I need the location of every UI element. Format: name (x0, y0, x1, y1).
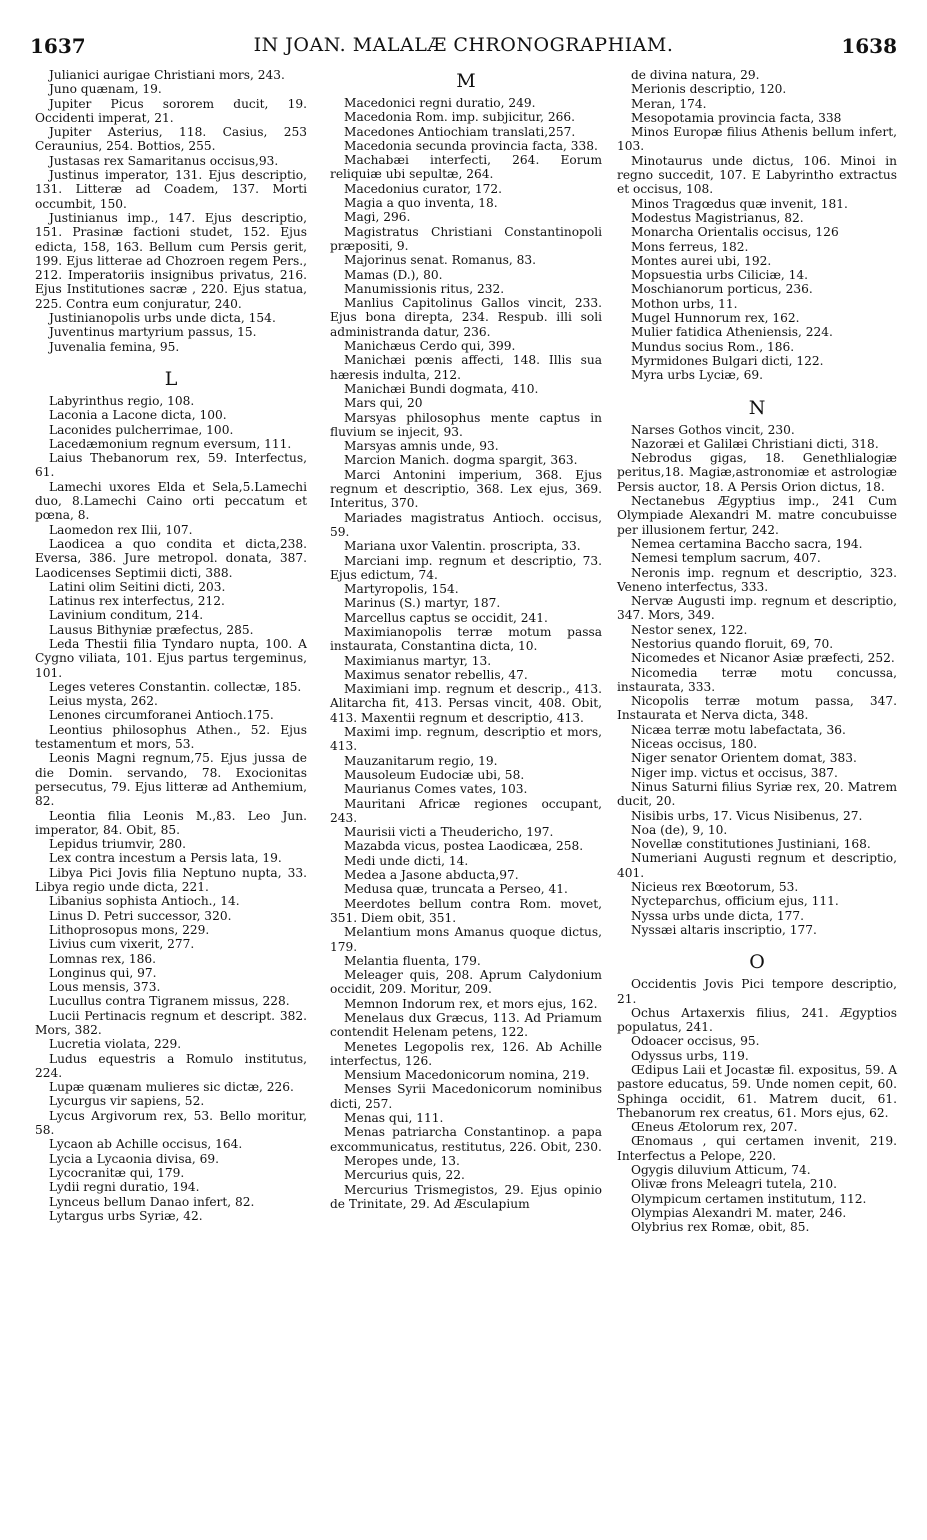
index-entry: Merionis descriptio, 120. (631, 82, 787, 97)
index-entry: Meran, 174. (631, 96, 707, 111)
index-entry: Lous mensis, 373. (49, 980, 161, 995)
index-entry: Maximus senator rebellis, 47. (344, 667, 528, 682)
index-entry: Maximi imp. regnum, descriptio et mors, 413. (330, 725, 602, 754)
index-entry: Manichæi pœnis affecti, 148. Illis sua hæresis indulta, 212. (330, 353, 602, 382)
index-entry: Juventinus martyrium passus, 15. (49, 325, 257, 340)
index-entry: Occidentis Jovis Pici tempore descriptio, 21. (617, 977, 897, 1006)
index-entry: Martyropolis, 154. (344, 582, 459, 597)
index-entry: Lepidus triumvir, 280. (49, 837, 186, 852)
index-entry: Marcion Manich. dogma spargit, 363. (344, 453, 578, 468)
index-entry: Nicæa terræ motu labefactata, 36. (631, 722, 846, 737)
index-entry: Nemesi templum sacrum, 407. (631, 551, 821, 566)
index-entry: Maximiani imp. regnum et descrip., 413. Alitarcha fit, 413. Persas vincit, 408. Obit, 413. Maxentii regnum et descriptio, 413. (330, 682, 602, 725)
index-entry: Jupiter Picus sororem ducit, 19. Occidenti imperat, 21. (35, 96, 307, 125)
index-entry: Odyssus urbs, 119. (631, 1048, 749, 1063)
index-entry: Leius mysta, 262. (49, 694, 158, 709)
index-entry: Leda Thestii filia Tyndaro nupta, 100. A Cygno viliata, 101. Ejus partus tergeminus, 101. (35, 636, 307, 680)
index-entry: Myra urbs Lyciæ, 69. (631, 368, 764, 383)
index-entry: Mercurius Trismegistos, 29. Ejus opinio de Trinitate, 29. Ad Æsculapium (330, 1182, 602, 1211)
index-entry: Nectanebus Ægyptius imp., 241 Cum Olympiade Alexandri M. matre concubuisse per illusionem fertur, 242. (617, 494, 897, 537)
index-entry: Nebrodus gigas, 18. Genethlialogiæ peritus,18. Magiæ,astronomiæ et astrologiæ Persis auctor, 18. A Persis Orion dictus, 18. (617, 451, 897, 494)
index-entry: Livius cum vixerit, 277. (49, 937, 195, 952)
index-entry: Lydii regni duratio, 194. (49, 1180, 200, 1195)
index-entry: Lucretia violata, 229. (49, 1037, 182, 1052)
index-entry: Myrmidones Bulgari dicti, 122. (631, 353, 824, 368)
index-entry: Lucullus contra Tigranem missus, 228. (49, 994, 290, 1009)
index-entry: Laius Thebanorum rex, 59. Interfectus, 61. (35, 451, 307, 480)
index-entry: Meleager quis, 208. Aprum Calydonium occidit, 209. Moritur, 209. (330, 968, 602, 997)
index-entry: Mercurius quis, 22. (344, 1168, 465, 1183)
index-entry: Lycurgus vir sapiens, 52. (49, 1094, 205, 1109)
index-entry: Montes aurei ubi, 192. (631, 253, 772, 268)
index-entry: Nicomedes et Nicanor Asiæ præfecti, 252. (631, 651, 895, 666)
index-entry: Numeriani Augusti regnum et descriptio, 401. (617, 851, 897, 880)
index-entry: Marci Antonini imperium, 368. Ejus regnum et descriptio, 368. Lex ejus, 369. Interitus, 370. (330, 467, 602, 511)
index-entry: Niceas occisus, 180. (631, 737, 758, 752)
index-entry: Macedonius curator, 172. (344, 181, 503, 196)
index-entry: Mugel Hunnorum rex, 162. (631, 311, 800, 326)
index-entry: Meerdotes bellum contra Rom. movet, 351. Diem obit, 351. (330, 896, 602, 925)
index-entry: Mariana uxor Valentin. proscripta, 33. (344, 539, 581, 554)
index-entry: Maximianus martyr, 13. (344, 653, 492, 668)
index-entry: Maurisii victi a Theudericho, 197. (344, 825, 554, 840)
index-entry: Magia a quo inventa, 18. (344, 196, 498, 211)
index-entry: Macedonia secunda provincia facta, 338. (344, 138, 598, 153)
running-title: IN JOAN. MALALÆ CHRONOGRAPHIAM. (253, 34, 674, 56)
index-entry: Niger senator Orientem domat, 383. (631, 751, 857, 766)
index-entry: Julianici aurigae Christiani mors, 243. (49, 68, 285, 82)
index-entry: Nestorius quando floruit, 69, 70. (631, 636, 834, 651)
index-entry: Mausoleum Eudociæ ubi, 58. (344, 767, 525, 782)
index-entry: Laodicea a quo condita et dicta,238. Eversa, 386. Jure metropol. donata, 387. Laodicenses Septimii dicti, 388. (35, 536, 307, 580)
index-entry: Lex contra incestum a Persis lata, 19. (49, 851, 282, 866)
index-entry: Menas qui, 111. (344, 1111, 444, 1126)
page-number-left: 1637 (30, 34, 86, 58)
index-entry: Memnon Indorum rex, et mors ejus, 162. (344, 996, 598, 1011)
index-entry: Modestus Magistrianus, 82. (631, 210, 804, 225)
index-entry: Maximianopolis terræ motum passa instaurata, Constantina dicta, 10. (330, 624, 602, 654)
index-entry: Nyssæi altaris inscriptio, 177. (631, 922, 817, 937)
index-entry: Mars qui, 20 (344, 396, 423, 411)
index-entry: Ninus Saturni filius Syriæ rex, 20. Matrem ducit, 20. (617, 779, 897, 809)
index-entry: Magistratus Christiani Constantinopoli præpositi, 9. (330, 224, 602, 253)
index-entry: Mons ferreus, 182. (631, 239, 749, 254)
index-entry: Marsyas amnis unde, 93. (344, 439, 499, 454)
index-entry: Olybrius rex Romæ, obit, 85. (631, 1220, 810, 1235)
index-entry: Lenones circumforanei Antioch.175. (49, 708, 274, 723)
index-entry: Lucii Pertinacis regnum et descript. 382. Mors, 382. (35, 1008, 307, 1037)
index-entry: Œnomaus , qui certamen invenit, 219. Interfectus a Pelope, 220. (617, 1134, 897, 1163)
index-entry: Libanius sophista Antioch., 14. (49, 894, 240, 909)
index-entry: Manlius Capitolinus Gallos vincit, 233. Ejus bona direpta, 234. Respub. illi soli administranda datur, 236. (330, 296, 602, 339)
index-entry: Olympias Alexandri M. mater, 246. (631, 1205, 847, 1220)
index-entry: Maurianus Comes vates, 103. (344, 782, 528, 797)
index-entry: Narses Gothos vincit, 230. (631, 422, 795, 437)
index-entry: Juvenalia femina, 95. (49, 339, 180, 354)
index-entry: Ogygis diluvium Atticum, 74. (631, 1163, 811, 1178)
index-entry: Nervæ Augusti imp. regnum et descriptio, 347. Mors, 349. (617, 594, 897, 623)
index-entry: Olivæ frons Meleagri tutela, 210. (631, 1177, 838, 1192)
index-entry: Niger imp. victus et occisus, 387. (631, 765, 838, 780)
index-entry: Meropes unde, 13. (344, 1153, 460, 1168)
index-entry: Lacedæmonium regnum eversum, 111. (49, 436, 292, 451)
index-entry: Justinus imperator, 131. Ejus descriptio, 131. Litteræ ad Coadem, 137. Morti occumbit, 150. (35, 168, 307, 211)
index-entry: Moschianorum porticus, 236. (631, 282, 813, 297)
index-entry: Medea a Jasone abducta,97. (344, 868, 519, 883)
index-entry: Nestor senex, 122. (631, 622, 748, 637)
index-entry: Justinianus imp., 147. Ejus descriptio, 151. Prasinæ factioni studet, 152. Ejus edicta, 158, 163. Bellum cum Persis gerit, 199. Ejus litterae ad Chozroen regem Pers., 212. Imperatoriis insignibus privatus, 216. Ejus Institutiones sacræ , 220. Ejus statua, 225. Contra eum conjuratur, 240. (35, 210, 307, 311)
index-entry: Leges veteres Constantin. collectæ, 185. (49, 679, 302, 694)
index-entry: Minos Tragœdus quæ invenit, 181. (631, 196, 848, 211)
section-letter: N (748, 396, 766, 419)
index-entry: Lycocranitæ qui, 179. (49, 1165, 185, 1180)
index-entry: Œneus Ætolorum rex, 207. (631, 1120, 798, 1135)
index-entry: Libya Pici Jovis filia Neptuno nupta, 33. Libya regio unde dicta, 221. (35, 865, 307, 895)
index-entry: Laomedon rex Ilii, 107. (49, 522, 193, 537)
index-entry: Neronis imp. regnum et descriptio, 323. Veneno interfectus, 333. (617, 565, 897, 594)
index-entry: Menas patriarcha Constantinop. a papa excommunicatus, restitutus, 226. Obit, 230. (330, 1125, 602, 1154)
index-entry: Ochus Artaxerxis filius, 241. Ægyptios populatus, 241. (617, 1005, 897, 1035)
index-entry: Leontius philosophus Athen., 52. Ejus testamentum et mors, 53. (35, 722, 307, 752)
index-entry: Marinus (S.) martyr, 187. (344, 596, 501, 611)
index-entry: Machabæi interfecti, 264. Eorum reliquiæ ubi sepultæ, 264. (330, 153, 602, 182)
index-entry: Laconia a Lacone dicta, 100. (49, 408, 227, 423)
index-entry: Novellæ constitutiones Justiniani, 168. (631, 837, 871, 852)
index-entry: Mariades magistratus Antioch. occisus, 59. (330, 510, 602, 539)
index-entry: Lycia a Lycaonia divisa, 69. (49, 1151, 219, 1166)
index-entry: Mensium Macedonicorum nomina, 219. (344, 1068, 590, 1083)
index-column-3 (617, 68, 897, 1235)
index-entry: Lynceus bellum Danao infert, 82. (49, 1194, 255, 1209)
index-entry: Macedonici regni duratio, 249. (344, 96, 536, 110)
index-entry: Lausus Bithyniæ præfectus, 285. (49, 622, 254, 637)
index-entry: Jupiter Asterius, 118. Casius, 253 Ceraunius, 254. Bottios, 255. (35, 125, 307, 154)
index-entry: Mauzanitarum regio, 19. (344, 753, 498, 768)
index-entry: Nazoræi et Galilæi Christiani dicti, 318. (631, 436, 879, 451)
index-column-1 (35, 68, 307, 1223)
index-entry: Mamas (D.), 80. (344, 267, 443, 282)
section-letter: M (456, 70, 476, 92)
index-entry: Mopsuestia urbs Ciliciæ, 14. (631, 268, 809, 283)
index-entry: Nisibis urbs, 17. Vicus Nisibenus, 27. (631, 808, 863, 823)
index-entry: de divina natura, 29. (631, 68, 760, 82)
index-entry: Odoacer occisus, 95. (631, 1034, 760, 1049)
index-entry: Mothon urbs, 11. (631, 296, 738, 311)
index-entry: Nicomedia terræ motu concussa, instaurata, 333. (617, 665, 897, 694)
index-entry: Medusa quæ, truncata a Perseo, 41. (344, 882, 568, 897)
index-entry: Magi, 296. (344, 210, 411, 225)
index-entry: Longinus qui, 97. (49, 965, 157, 980)
index-entry: Melantium mons Amanus quoque dictus, 179. (330, 925, 602, 954)
index-entry: Nyssa urbs unde dicta, 177. (631, 908, 804, 923)
index-entry: Macedonia Rom. imp. subjicitur, 266. (344, 110, 576, 125)
index-entry: Manichæus Cerdo qui, 399. (344, 339, 516, 354)
index-entry: Nicopolis terræ motum passa, 347. Instaurata et Nerva dicta, 348. (617, 694, 897, 723)
index-entry: Manumissionis ritus, 232. (344, 281, 505, 296)
index-entry: Macedones Antiochiam translati,257. (344, 124, 576, 139)
section-letter: L (164, 367, 178, 390)
index-entry: Minos Europæ filius Athenis bellum infert, 103. (617, 125, 897, 154)
index-entry: Noa (de), 9, 10. (631, 822, 728, 837)
index-entry: Latini olim Seitini dicti, 203. (49, 579, 226, 594)
index-entry: Mundus socius Rom., 186. (631, 339, 795, 354)
section-letter: O (749, 951, 765, 974)
index-entry: Mulier fatidica Atheniensis, 224. (631, 325, 833, 340)
index-entry: Lavinium conditum, 214. (49, 608, 204, 623)
index-entry: Menses Syrii Macedonicorum nominibus dicti, 257. (330, 1082, 602, 1111)
index-entry: Mesopotamia provincia facta, 338 (631, 110, 842, 125)
index-entry: Lithoprosopus mons, 229. (49, 922, 210, 937)
index-entry: Lomnas rex, 186. (49, 951, 157, 966)
index-entry: Lamechi uxores Elda et Sela,5.Lamechi duo, 8.Lamechi Caino orti peccatum et pœna, 8. (35, 479, 307, 523)
page-number-right: 1638 (841, 34, 897, 58)
index-entry: Leontia filia Leonis M.,83. Leo Jun. imperator, 84. Obit, 85. (35, 808, 307, 837)
index-entry: Marsyas philosophus mente captus in fluvium se injecit, 93. (330, 410, 602, 439)
index-column-2 (330, 68, 602, 1211)
index-entry: Labyrinthus regio, 108. (49, 393, 195, 408)
index-entry: Mazabda vicus, postea Laodicæa, 258. (344, 839, 584, 854)
index-entry: Minotaurus unde dictus, 106. Minoi in regno succedit, 107. E Labyrintho extractus et occisus, 108. (617, 153, 897, 197)
index-entry: Leonis Magni regnum,75. Ejus jussa de die Domin. servando, 78. Exocionitas persecutus, 79. Ejus litteræ ad Anthemium, 82. (35, 751, 307, 809)
index-entry: Lytargus urbs Syriæ, 42. (49, 1208, 203, 1223)
index-entry: Melantia fluenta, 179. (344, 953, 481, 968)
index-entry: Medi unde dicti, 14. (344, 853, 469, 868)
index-entry: Ludus equestris a Romulo institutus, 224. (35, 1051, 307, 1080)
index-entry: Majorinus senat. Romanus, 83. (344, 253, 537, 268)
index-entry: Laconides pulcherrimae, 100. (49, 422, 234, 437)
index-entry: Olympicum certamen institutum, 112. (631, 1191, 867, 1206)
index-entry: Lycus Argivorum rex, 53. Bello moritur, 58. (35, 1108, 307, 1138)
index-entry: Juno quænam, 19. (49, 82, 162, 97)
index-entry: Justinianopolis urbs unde dicta, 154. (49, 311, 276, 326)
index-entry: Menelaus dux Græcus, 113. Ad Priamum contendit Helenam petens, 122. (330, 1011, 602, 1040)
index-entry: Monarcha Orientalis occisus, 126 (631, 225, 839, 240)
index-entry: Manichæi Bundi dogmata, 410. (344, 381, 539, 396)
index-entry: Menetes Legopolis rex, 126. Ab Achille interfectus, 126. (330, 1039, 602, 1068)
index-entry: Marcellus captus se occidit, 241. (344, 610, 548, 625)
index-entry: Nycteparchus, officium ejus, 111. (631, 894, 839, 909)
index-entry: Nemea certamina Baccho sacra, 194. (631, 536, 863, 551)
index-entry: Mauritani Africæ regiones occupant, 243. (330, 796, 602, 825)
index-entry: Nicieus rex Bœotorum, 53. (631, 880, 799, 895)
index-entry: Marciani imp. regnum et descriptio, 73. Ejus edictum, 74. (330, 553, 602, 582)
index-entry: Lupæ quænam mulieres sic dictæ, 226. (49, 1080, 294, 1095)
index-entry: Linus D. Petri successor, 320. (49, 908, 232, 923)
index-entry: Œdipus Laii et Jocastæ fil. expositus, 59. A pastore educatus, 59. Unde nomen cepit, 60. Sphinga occidit, 61. Matrem ducit, 61. Thebanorum rex creatus, 61. Mors ejus, 62. (617, 1063, 897, 1120)
index-entry: Latinus rex interfectus, 212. (49, 594, 225, 609)
page-header (30, 34, 897, 60)
index-entry: Lycaon ab Achille occisus, 164. (49, 1137, 243, 1152)
index-entry: Justasas rex Samaritanus occisus,93. (49, 153, 279, 168)
